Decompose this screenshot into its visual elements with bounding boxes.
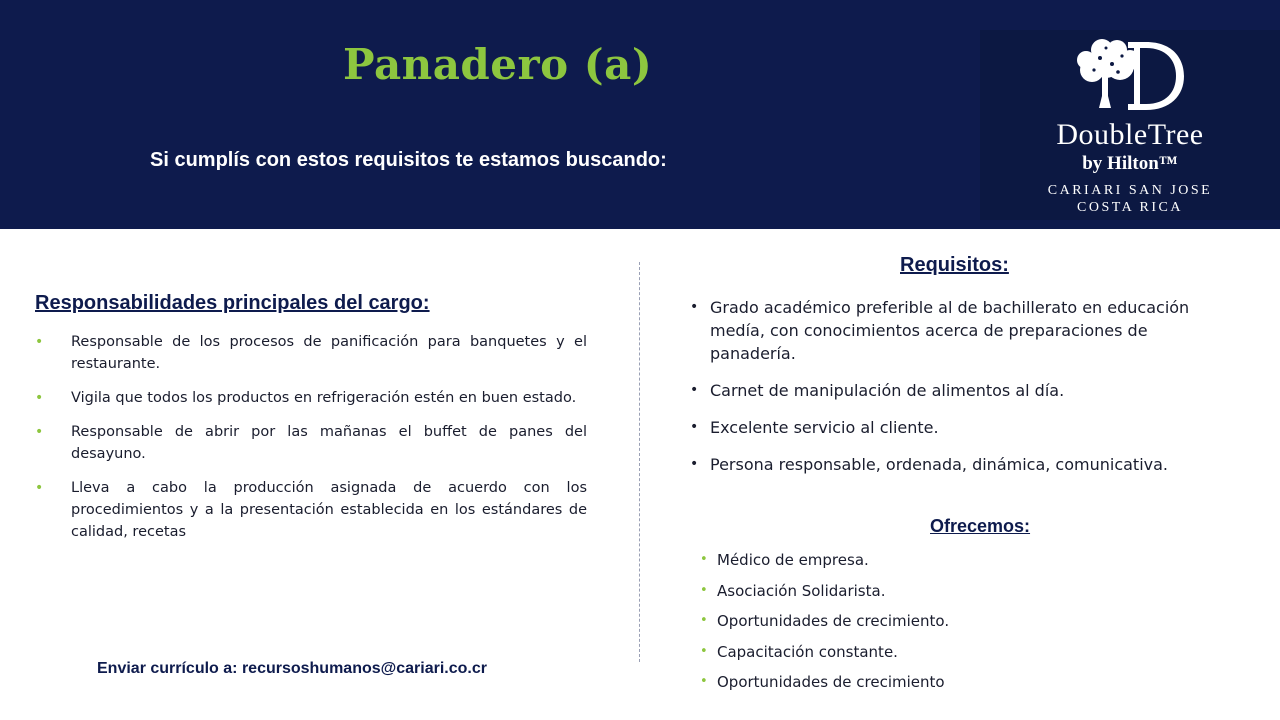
- bullet-icon: •: [690, 382, 699, 398]
- requirement-text: Grado académico preferible al de bachillerato en educación medía, con conocimientos acerca de preparaciones de panadería.: [710, 298, 1190, 363]
- bullet-icon: •: [700, 552, 708, 567]
- requirements-list: [690, 296, 1210, 490]
- page-title: Panadero (a): [343, 40, 653, 89]
- list-item: [35, 421, 587, 465]
- bullet-icon: •: [700, 613, 708, 628]
- responsibility-text: Vigila que todos los productos en refrigeración estén en buen estado.: [71, 390, 577, 406]
- bullet-icon: •: [35, 390, 44, 406]
- list-item: [35, 331, 587, 375]
- contact-email-text: Enviar currículo a: recursoshumanos@cariari.co.cr: [97, 660, 487, 677]
- list-item: [35, 387, 587, 409]
- bullet-icon: •: [700, 643, 708, 659]
- requirement-text: Persona responsable, ordenada, dinámica, comunicativa.: [710, 455, 1168, 474]
- offer-text: Oportunidades de crecimiento.: [717, 612, 950, 630]
- offers-heading: Ofrecemos:: [930, 516, 1031, 536]
- bullet-icon: •: [690, 419, 699, 435]
- responsibilities-heading: Responsabilidades principales del cargo:: [35, 292, 430, 314]
- list-item: [690, 453, 1210, 476]
- list-item: [690, 416, 1210, 439]
- bullet-icon: •: [690, 456, 699, 472]
- list-item: [35, 477, 587, 543]
- responsibility-text: Lleva a cabo la producción asignada de acuerdo con los procedimientos y a la presentación establecida en los estándares de calidad, recetas: [71, 480, 587, 540]
- bullet-icon: •: [35, 334, 44, 350]
- list-item: [700, 580, 1100, 611]
- list-item: [700, 549, 1100, 580]
- requirements-heading: Requisitos:: [900, 254, 1009, 276]
- logo-location-line1: CARIARI SAN JOSE: [1047, 183, 1213, 198]
- offers-list: [700, 549, 1100, 702]
- column-divider: [639, 262, 640, 662]
- requirement-text: Carnet de manipulación de alimentos al día.: [710, 381, 1065, 400]
- offer-text: Médico de empresa.: [717, 551, 869, 569]
- responsibilities-list: [35, 331, 587, 555]
- responsibility-text: Responsable de abrir por las mañanas el buffet de panes del desayuno.: [71, 424, 587, 462]
- offer-text: Capacitación constante.: [717, 642, 898, 661]
- bullet-icon: •: [700, 582, 708, 598]
- requirement-text: Excelente servicio al cliente.: [710, 418, 939, 437]
- list-item: [690, 379, 1210, 402]
- list-item: [690, 296, 1210, 365]
- list-item: [700, 610, 1100, 641]
- offer-text: Oportunidades de crecimiento: [717, 673, 945, 691]
- bullet-icon: •: [35, 424, 44, 440]
- page-subtitle: Si cumplís con estos requisitos te estamos buscando:: [150, 149, 667, 171]
- responsibility-text: Responsable de los procesos de panificación para banquetes y el restaurante.: [71, 334, 587, 372]
- logo-by-hilton: by Hilton™: [1082, 153, 1178, 174]
- offer-text: Asociación Solidarista.: [717, 581, 886, 600]
- list-item: [700, 641, 1100, 672]
- bullet-icon: •: [700, 674, 708, 689]
- logo-location-line2: COSTA RICA: [1077, 200, 1183, 215]
- logo-brand-name: DoubleTree: [1056, 118, 1204, 151]
- list-item: [700, 671, 1100, 702]
- bullet-icon: •: [35, 480, 44, 496]
- doubletree-logo: [980, 30, 1280, 220]
- doubletree-tree-logo-icon: [1072, 36, 1188, 116]
- bullet-icon: •: [690, 299, 699, 315]
